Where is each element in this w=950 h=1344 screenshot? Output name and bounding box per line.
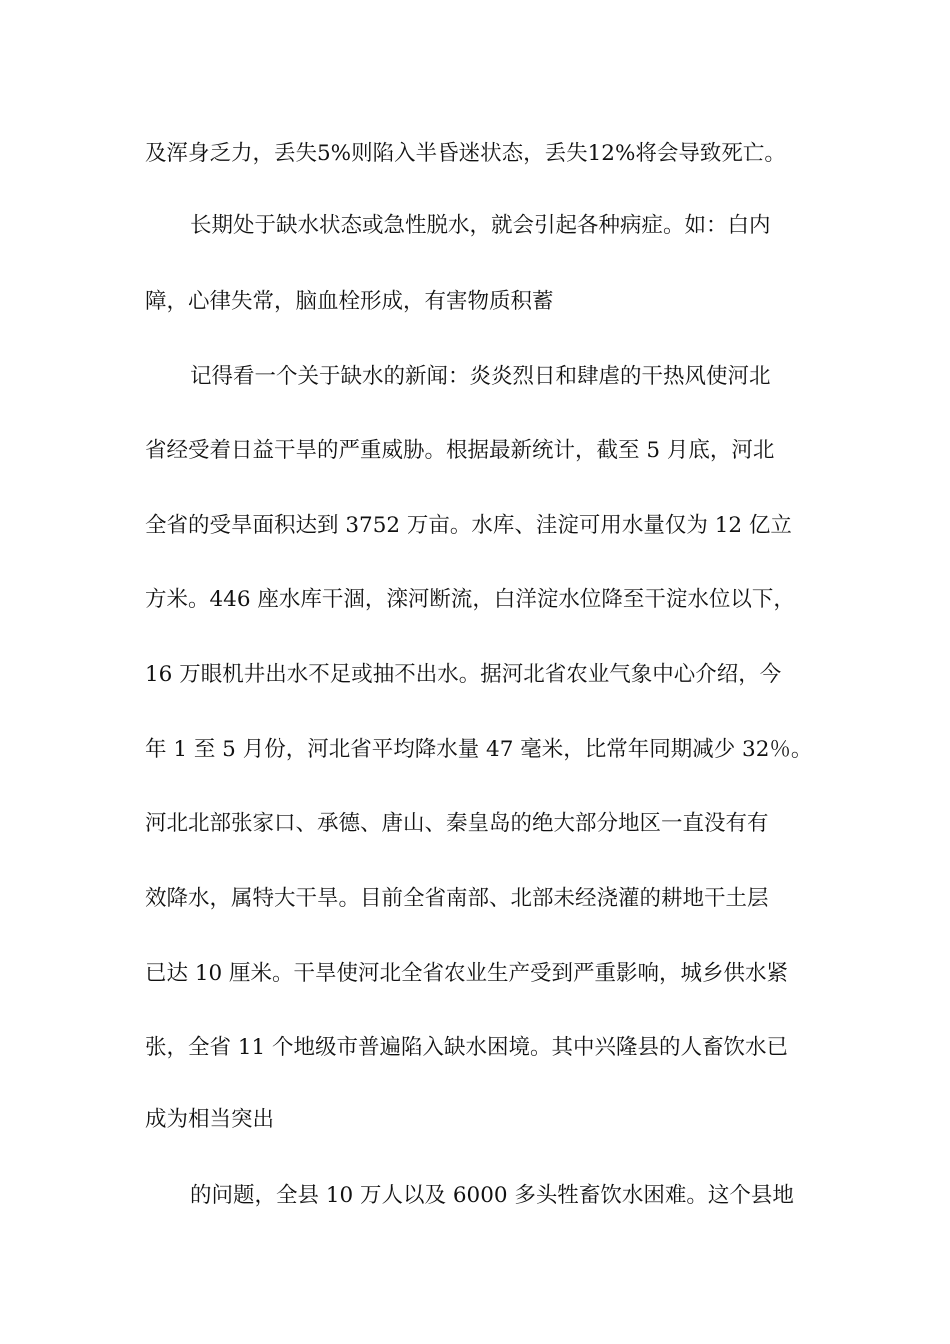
text-line: 16 万眼机井出水不足或抽不出水。据河北省农业气象中心介绍，今 xyxy=(145,662,782,687)
text-line: 障，心律失常，脑血栓形成，有害物质积蓄 xyxy=(145,289,554,314)
text-line: 方米。446 座水库干涸，滦河断流，白洋淀水位降至干淀水位以下， xyxy=(145,587,795,612)
paragraph-first-line: 的问题，全县 10 万人以及 6000 多头牲畜饮水困难。这个县地 xyxy=(190,1183,794,1208)
text-line: 张，全省 11 个地级市普遍陷入缺水困境。其中兴隆县的人畜饮水已 xyxy=(145,1035,789,1060)
text-line: 河北北部张家口、承德、唐山、秦皇岛的绝大部分地区一直没有有 xyxy=(145,811,769,836)
text-line: 年 1 至 5 月份，河北省平均降水量 47 毫米，比常年同期减少 32％。 xyxy=(145,737,813,762)
paragraph-first-line: 长期处于缺水状态或急性脱水，就会引起各种病症。如：白内 xyxy=(190,213,771,238)
text-line: 及浑身乏力，丢失5%则陷入半昏迷状态，丢失12%将会导致死亡。 xyxy=(145,141,786,166)
text-line: 已达 10 厘米。干旱使河北全省农业生产受到严重影响，城乡供水紧 xyxy=(145,961,789,986)
text-line: 效降水，属特大干旱。目前全省南部、北部未经浇灌的耕地干土层 xyxy=(145,886,769,911)
paragraph-first-line: 记得看一个关于缺水的新闻：炎炎烈日和肆虐的干热风使河北 xyxy=(190,364,771,389)
text-line: 省经受着日益干旱的严重威胁。根据最新统计，截至 5 月底，河北 xyxy=(145,438,775,463)
text-line: 成为相当突出 xyxy=(145,1107,275,1132)
text-line: 全省的受旱面积达到 3752 万亩。水库、洼淀可用水量仅为 12 亿立 xyxy=(145,513,792,538)
